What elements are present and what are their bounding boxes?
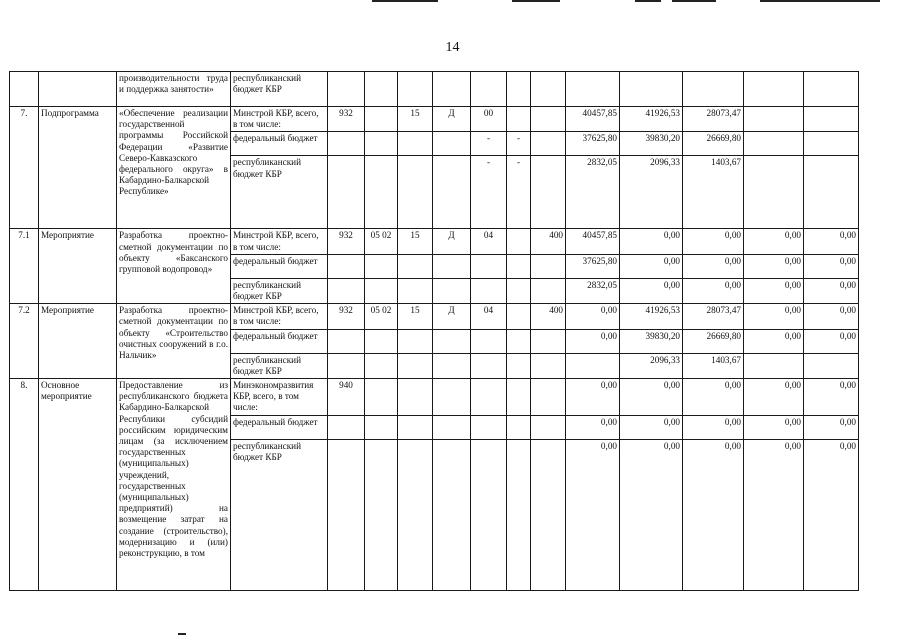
funding-source: Минстрой КБР, всего, в том числе: bbox=[231, 304, 328, 329]
amount-cell: 0,00 bbox=[620, 278, 683, 303]
table-row bbox=[10, 229, 859, 254]
amount-cell: 0,00 bbox=[683, 439, 744, 590]
page-number: 14 bbox=[445, 40, 460, 55]
amount-cell: 0,00 bbox=[804, 379, 859, 416]
row-type: Мероприятие bbox=[39, 304, 117, 379]
gp-code: 15 bbox=[398, 107, 433, 132]
measure-name: производительности труда и поддержка занятости» bbox=[117, 72, 231, 107]
amount-cell: 0,00 bbox=[683, 254, 744, 278]
vr-code: 400 bbox=[531, 304, 566, 329]
amount-cell: 0,00 bbox=[566, 379, 620, 416]
amount-cell: 0,00 bbox=[744, 254, 804, 278]
table-row bbox=[10, 107, 859, 132]
pgp-code: Д bbox=[433, 229, 471, 254]
amount-cell: 39830,20 bbox=[620, 132, 683, 156]
amount-cell: 0,00 bbox=[804, 278, 859, 303]
amount-cell: 0,00 bbox=[804, 229, 859, 254]
vr-code: 400 bbox=[531, 229, 566, 254]
row-number: 7.2 bbox=[10, 304, 39, 379]
grbs-code: 932 bbox=[328, 304, 365, 329]
amount-cell: 0,00 bbox=[620, 439, 683, 590]
amount-cell: 26669,80 bbox=[683, 329, 744, 353]
amount-cell: 0,00 bbox=[744, 439, 804, 590]
funding-source: республиканский бюджет КБР bbox=[231, 156, 328, 229]
amount-cell: 37625,80 bbox=[566, 254, 620, 278]
row-type: Мероприятие bbox=[39, 229, 117, 304]
row-number: 7. bbox=[10, 107, 39, 229]
amount-cell: 0,00 bbox=[804, 415, 859, 439]
scan-mark bbox=[760, 0, 880, 2]
scan-mark bbox=[372, 0, 438, 2]
row-type: Подпрограмма bbox=[39, 107, 117, 229]
gp-code: 15 bbox=[398, 229, 433, 254]
row-type: Основное мероприятие bbox=[39, 379, 117, 591]
amount-cell: 2832,05 bbox=[566, 278, 620, 303]
gp-code: 15 bbox=[398, 304, 433, 329]
funding-source: федеральный бюджет bbox=[231, 132, 328, 156]
amount-cell: 0,00 bbox=[566, 304, 620, 329]
amount-cell: 0,00 bbox=[744, 229, 804, 254]
amount-cell: 40457,85 bbox=[566, 107, 620, 132]
rz-code: 05 02 bbox=[365, 229, 398, 254]
amount-cell: 0,00 bbox=[804, 329, 859, 353]
top-scan-marks bbox=[0, 0, 905, 8]
amount-cell: 0,00 bbox=[620, 379, 683, 416]
amount-cell: 0,00 bbox=[620, 415, 683, 439]
dash-cell: - bbox=[507, 132, 531, 156]
funding-source: республиканский бюджет КБР bbox=[231, 72, 328, 107]
table-row bbox=[10, 304, 859, 329]
measure-name: Разработка проектно-сметной документации по объекту «Строительство очистных сооружений в г.о. Нальчик» bbox=[117, 304, 231, 379]
amount-cell: 0,00 bbox=[683, 415, 744, 439]
funding-source: республиканский бюджет КБР bbox=[231, 353, 328, 378]
measure-name: Предоставление из республиканского бюджета Кабардино-Балкарской Республики субсидий российским юридическим лицам (за исключением государственных (муниципальных) учреждений, государственных (муниципальных) предприятий) на возмещение затрат на создание (строительство), модернизацию и (или) реконструкцию, в том bbox=[117, 379, 231, 591]
amount-cell: 2096,33 bbox=[620, 353, 683, 378]
amount-cell: 0,00 bbox=[566, 415, 620, 439]
amount-cell: 0,00 bbox=[744, 379, 804, 416]
amount-cell: 2096,33 bbox=[620, 156, 683, 229]
scan-mark bbox=[178, 633, 186, 635]
amount-cell: 0,00 bbox=[620, 229, 683, 254]
amount-cell: 40457,85 bbox=[566, 229, 620, 254]
amount-cell: 28073,47 bbox=[683, 304, 744, 329]
funding-source: федеральный бюджет bbox=[231, 254, 328, 278]
pgp-code: Д bbox=[433, 304, 471, 329]
dash-cell: - bbox=[507, 156, 531, 229]
om-code: 04 bbox=[471, 229, 507, 254]
amount-cell: 0,00 bbox=[683, 278, 744, 303]
budget-table bbox=[9, 71, 859, 591]
amount-cell: 41926,53 bbox=[620, 304, 683, 329]
measure-name: Разработка проектно-сметной документации по объекту «Баксанского групповой водопровод» bbox=[117, 229, 231, 304]
grbs-code: 932 bbox=[328, 107, 365, 132]
amount-cell: 28073,47 bbox=[683, 107, 744, 132]
amount-cell: 2832,05 bbox=[566, 156, 620, 229]
amount-cell: 0,00 bbox=[744, 415, 804, 439]
grbs-code: 932 bbox=[328, 229, 365, 254]
amount-cell: 0,00 bbox=[744, 304, 804, 329]
funding-source: Минстрой КБР, всего, в том числе: bbox=[231, 107, 328, 132]
scan-mark bbox=[512, 0, 560, 2]
amount-cell: 0,00 bbox=[744, 329, 804, 353]
dash-cell: - bbox=[471, 156, 507, 229]
om-code: 04 bbox=[471, 304, 507, 329]
amount-cell: 0,00 bbox=[566, 329, 620, 353]
amount-cell: 0,00 bbox=[804, 304, 859, 329]
pgp-code: Д bbox=[433, 107, 471, 132]
rz-code: 05 02 bbox=[365, 304, 398, 329]
amount-cell: 0,00 bbox=[566, 439, 620, 590]
amount-cell: 37625,80 bbox=[566, 132, 620, 156]
funding-source: республиканский бюджет КБР bbox=[231, 439, 328, 590]
amount-cell: 39830,20 bbox=[620, 329, 683, 353]
funding-source: республиканский бюджет КБР bbox=[231, 278, 328, 303]
amount-cell: 0,00 bbox=[744, 278, 804, 303]
amount-cell: 0,00 bbox=[683, 379, 744, 416]
amount-cell: 0,00 bbox=[804, 254, 859, 278]
grbs-code: 940 bbox=[328, 379, 365, 416]
amount-cell: 41926,53 bbox=[620, 107, 683, 132]
funding-source: федеральный бюджет bbox=[231, 415, 328, 439]
table-row-continuation bbox=[10, 72, 859, 107]
amount-cell: 0,00 bbox=[620, 254, 683, 278]
amount-cell: 0,00 bbox=[683, 229, 744, 254]
measure-name: «Обеспечение реализации государственной программы Российской Федерации «Развитие Северо-Кавказского федерального округа» в Кабардино-Балкарской Республике» bbox=[117, 107, 231, 229]
amount-cell: 1403,67 bbox=[683, 353, 744, 378]
table-row bbox=[10, 379, 859, 416]
funding-source: федеральный бюджет bbox=[231, 329, 328, 353]
om-code: 00 bbox=[471, 107, 507, 132]
amount-cell: 0,00 bbox=[804, 439, 859, 590]
row-number: 8. bbox=[10, 379, 39, 591]
scan-mark bbox=[672, 0, 716, 2]
dash-cell: - bbox=[471, 132, 507, 156]
funding-source: Минстрой КБР, всего, в том числе: bbox=[231, 229, 328, 254]
row-number: 7.1 bbox=[10, 229, 39, 304]
scan-mark bbox=[635, 0, 661, 2]
funding-source: Минэкономразвития КБР, всего, в том числе: bbox=[231, 379, 328, 416]
amount-cell: 1403,67 bbox=[683, 156, 744, 229]
amount-cell: 26669,80 bbox=[683, 132, 744, 156]
